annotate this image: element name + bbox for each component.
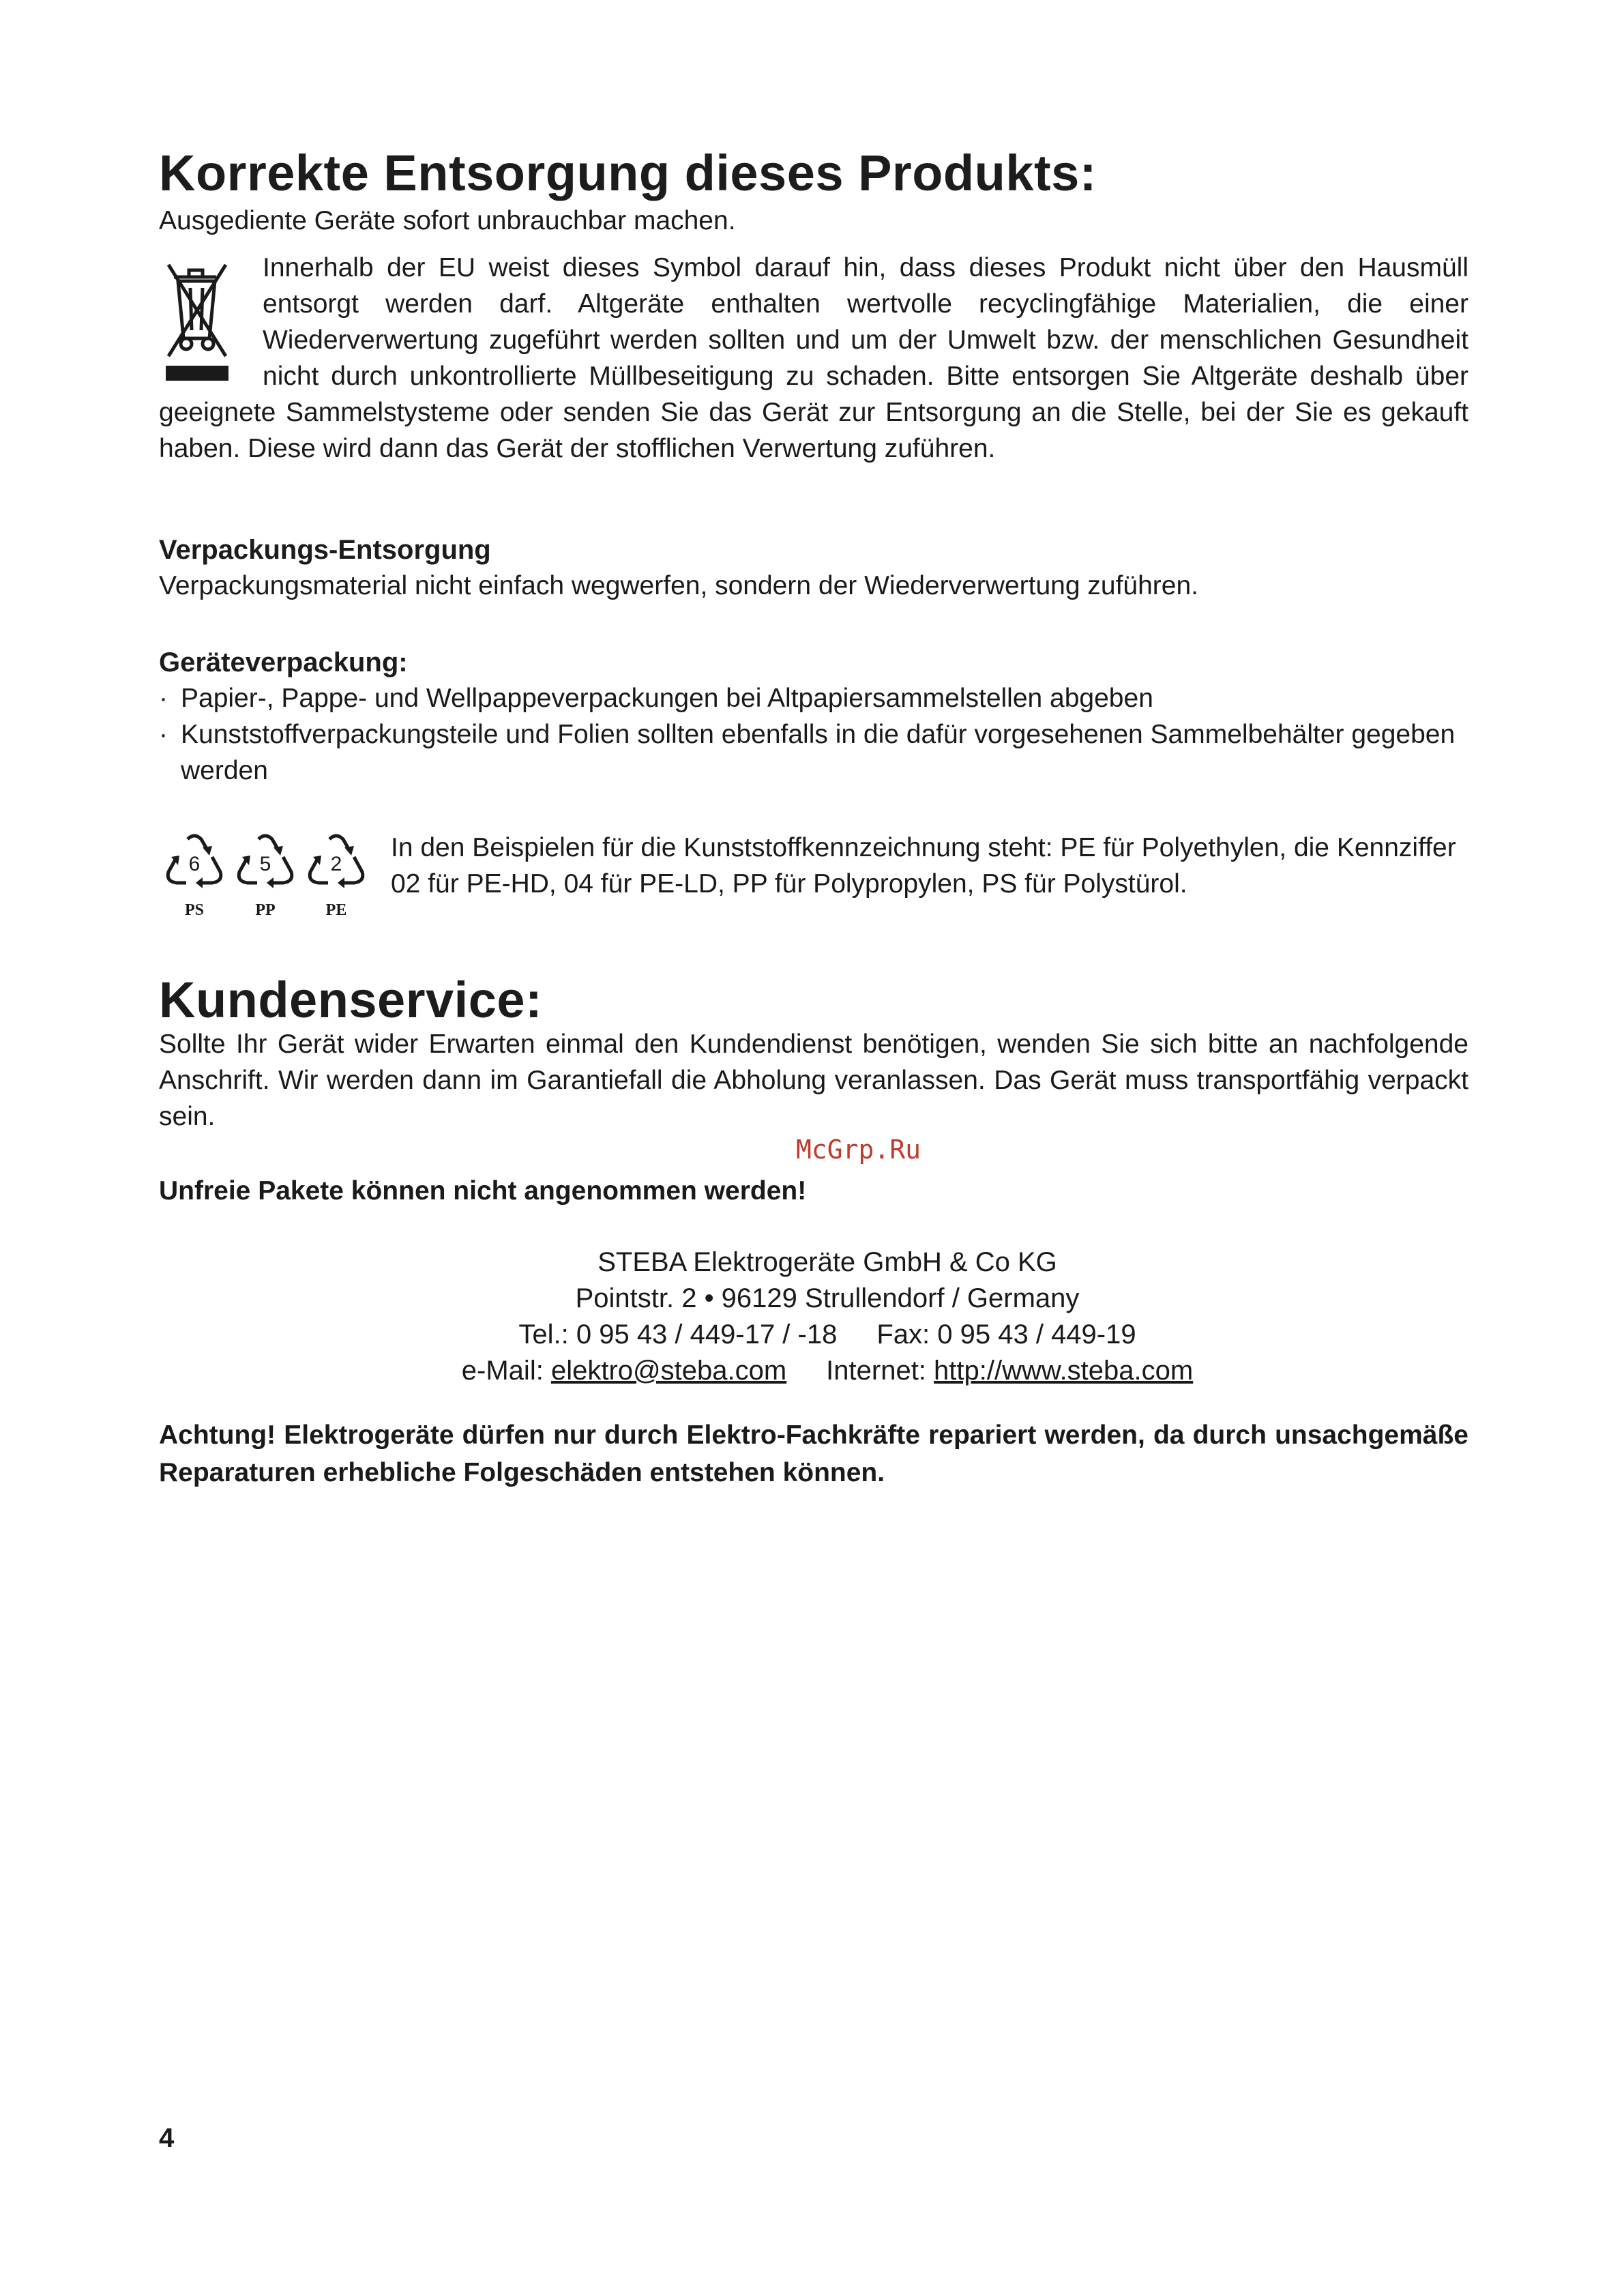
recycling-code: PP [255, 901, 276, 919]
service-text: Sollte Ihr Gerät wider Erwarten einmal den Kundendienst benötigen, wenden Sie sich bitte an nachfolgende Anschrift. Wir werden dann im Garantiefall die Abholung veranlassen. Das Gerät muss transportfähig verpackt sein. [159, 1030, 1468, 1132]
recycling-section [159, 830, 1468, 929]
contact-line [186, 1353, 1468, 1389]
recycling-text: In den Beispielen für die Kunststoffkennzeichnung steht: PE für Polyethylen, die Kennziffer 02 für PE-HD, 04 für PE-LD, PP für Polypropylen, PS für Polystürol. [391, 832, 1456, 899]
internet-label: Internet: [826, 1356, 926, 1386]
company-name: STEBA Elektrogeräte GmbH & Co KG [597, 1247, 1057, 1278]
recycling-triangle-icon [304, 830, 369, 888]
website-link[interactable]: http://www.steba.com [934, 1356, 1194, 1386]
service-title: Kundenservice: [159, 971, 543, 1028]
recycling-symbols [159, 830, 391, 929]
recycling-symbol-ps [159, 830, 230, 929]
recycling-number: 2 [330, 852, 342, 875]
watermark: McGrp.Ru [796, 1135, 921, 1165]
packaging-heading: Verpackungs-Entsorgung [159, 534, 491, 565]
weee-section [159, 250, 1468, 467]
fax-number: Fax: 0 95 43 / 449-19 [876, 1319, 1136, 1350]
packaging-text: Verpackungsmaterial nicht einfach wegwerfen, sondern der Wiederverwertung zuführen. [159, 570, 1198, 600]
page-content [159, 147, 1468, 1491]
phone-number: Tel.: 0 95 43 / 449-17 / -18 [518, 1319, 838, 1350]
customer-service-section [159, 971, 1468, 1210]
caution-notice: Achtung! Elektrogeräte dürfen nur durch Elektro-Fachkräfte repariert werden, da durch unsachgemäße Reparaturen erhebliche Folgeschäden entstehen können. [159, 1420, 1468, 1488]
disposal-title: Korrekte Entsorgung dieses Produkts: [159, 145, 1097, 201]
recycling-symbol-pp [230, 830, 301, 929]
disposal-subtitle: Ausgediente Geräte sofort unbrauchbar machen. [159, 205, 736, 235]
recycling-number: 5 [259, 852, 271, 875]
device-packaging-heading: Geräteverpackung: [159, 647, 408, 677]
crossed-out-wheelie-bin-icon [159, 254, 235, 383]
address-block [159, 1244, 1468, 1389]
device-packaging-list [159, 680, 1468, 789]
recycling-triangle-icon [233, 830, 298, 888]
packaging-section [159, 532, 1468, 604]
email-link[interactable]: elektro@steba.com [550, 1356, 787, 1386]
recycling-symbol-pe [301, 830, 372, 929]
list-item: · Papier-, Pappe- und Wellpappeverpackungen bei Altpapiersammelstellen abgeben [159, 680, 1468, 716]
recycling-code: PE [325, 901, 347, 919]
email-label: e-Mail: [461, 1356, 544, 1386]
recycling-triangle-icon [162, 830, 227, 888]
phone-fax-line [186, 1317, 1468, 1353]
recycling-number: 6 [188, 852, 201, 875]
recycling-code: PS [184, 901, 204, 919]
list-item: · Kunststoffverpackungsteile und Folien sollten ebenfalls in die dafür vorgesehenen Sammelbehälter gegeben werden [159, 716, 1468, 789]
parcels-warning: Unfreie Pakete können nicht angenommen werden! [159, 1176, 807, 1206]
weee-paragraph: Innerhalb der EU weist dieses Symbol darauf hin, dass dieses Produkt nicht über den Hausmüll entsorgt werden darf. Altgeräte enthalten wertvolle recyclingfähige Materialien, die einer Wiederverwertung zugeführt werden sollten und um der Umwelt bzw. der menschlichen Gesundheit nicht durch unkontrollierte Müllbeseitigung zu schaden. Bitte entsorgen Sie Altgeräte deshalb über geeignete Sammelstysteme oder senden Sie das Gerät zur Entsorgung an die Stelle, bei der Sie es gekauft haben. Diese wird dann das Gerät der stofflichen Verwertung zuführen. [159, 252, 1468, 463]
page-number: 4 [159, 2123, 175, 2153]
street-address: Pointstr. 2 • 96129 Strullendorf / Germany [575, 1283, 1080, 1314]
device-packaging-section [159, 645, 1468, 789]
